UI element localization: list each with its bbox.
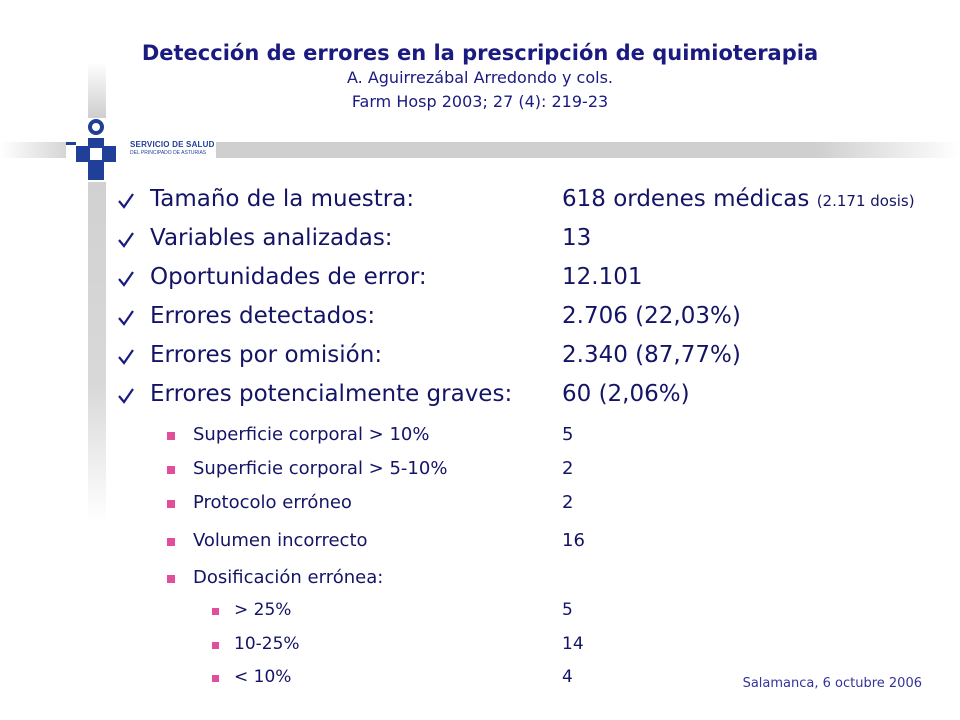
list-item	[0, 342, 960, 372]
item-note: (2.171 dosis)	[816, 192, 915, 210]
sub-sub-list-item	[0, 598, 960, 628]
sub-list-item	[0, 528, 960, 558]
item-value: 12.101	[562, 264, 643, 290]
sub-item-value: 2	[562, 458, 574, 479]
check-icon	[117, 270, 135, 288]
sub-sub-item-value: 14	[562, 634, 584, 654]
sub-sub-item-value: 4	[562, 667, 573, 687]
item-value: 618 ordenes médicas (2.171 dosis)	[562, 186, 915, 212]
check-icon	[117, 348, 135, 366]
list-item	[0, 264, 960, 294]
item-value: 2.706 (22,03%)	[562, 303, 741, 329]
check-icon	[117, 231, 135, 249]
item-label: Oportunidades de error:	[150, 264, 427, 290]
check-icon	[117, 309, 135, 327]
square-bullet-icon	[167, 575, 175, 583]
square-bullet-icon	[212, 642, 219, 649]
footer-date: Salamanca, 6 octubre 2006	[742, 676, 922, 691]
sub-sub-item-label: < 10%	[234, 667, 292, 687]
sub-sub-item-label: 10-25%	[234, 634, 300, 654]
logo	[66, 118, 216, 182]
logo-line-2: DEL PRINCIPADO DE ASTURIAS	[130, 150, 207, 156]
square-bullet-icon	[167, 500, 175, 508]
item-label: Errores potencialmente graves:	[150, 381, 513, 407]
slide-header	[0, 40, 960, 114]
item-label: Variables analizadas:	[150, 225, 393, 251]
check-icon	[117, 192, 135, 210]
sub-list-item	[0, 565, 960, 595]
check-icon	[117, 387, 135, 405]
item-label: Errores por omisión:	[150, 342, 383, 368]
list-item	[0, 303, 960, 333]
item-value: 60 (2,06%)	[562, 381, 690, 407]
item-value: 2.340 (87,77%)	[562, 342, 741, 368]
sub-item-value: 2	[562, 492, 574, 513]
logo-line-1: SERVICIO DE SALUD	[130, 140, 215, 149]
item-value: 13	[562, 225, 592, 251]
list-item	[0, 186, 960, 216]
sub-list-item	[0, 456, 960, 486]
citation: Farm Hosp 2003; 27 (4): 219-23	[351, 92, 609, 111]
sub-item-value: 16	[562, 530, 585, 551]
sub-item-label: Superficie corporal > 10%	[193, 424, 430, 445]
authors: A. Aguirrezábal Arredondo y cols.	[346, 68, 614, 87]
sub-item-label: Volumen incorrecto	[193, 530, 368, 551]
cross-logo-icon	[66, 118, 126, 182]
square-bullet-icon	[167, 538, 175, 546]
list-item	[0, 381, 960, 411]
sub-list-item	[0, 490, 960, 520]
square-bullet-icon	[212, 675, 219, 682]
sub-sub-item-label: > 25%	[234, 600, 292, 620]
square-bullet-icon	[167, 432, 175, 440]
sub-item-value: 5	[562, 424, 574, 445]
item-label: Errores detectados:	[150, 303, 376, 329]
sub-item-label: Dosificación errónea:	[193, 567, 384, 588]
square-bullet-icon	[167, 466, 175, 474]
square-bullet-icon	[212, 608, 219, 615]
sub-sub-list-item	[0, 632, 960, 662]
sub-list-item	[0, 422, 960, 452]
page-title: Detección de errores en la prescripción de quimioterapia	[141, 41, 819, 65]
item-label: Tamaño de la muestra:	[150, 186, 415, 212]
sub-item-label: Superficie corporal > 5-10%	[193, 458, 448, 479]
sub-sub-item-value: 5	[562, 600, 573, 620]
sub-item-label: Protocolo erróneo	[193, 492, 352, 513]
list-item	[0, 225, 960, 255]
